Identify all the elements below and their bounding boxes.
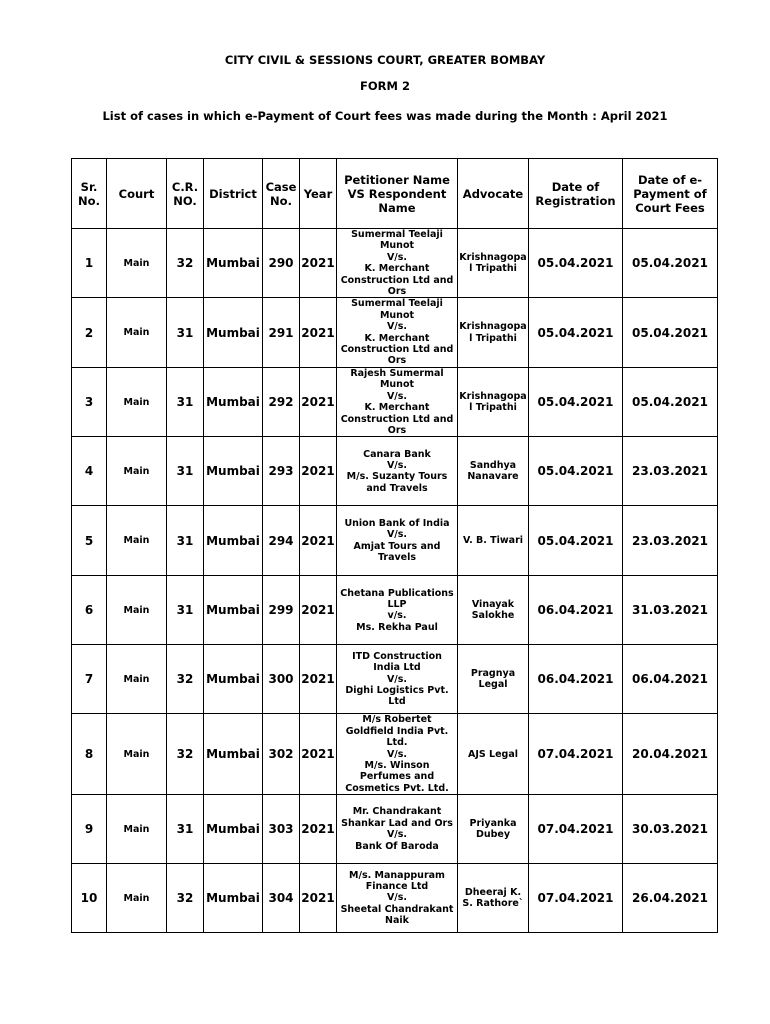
- cell-parties-line: Finance Ltd: [365, 881, 429, 893]
- cell-advocate: [458, 645, 529, 714]
- cell-year: 2021: [300, 229, 337, 298]
- cell-year: 2021: [300, 576, 337, 645]
- cell-parties-line: M/s Robertet: [362, 714, 432, 726]
- cell-parties: [337, 298, 458, 367]
- cell-court: Main: [107, 367, 167, 436]
- cell-parties-line: K. Merchant: [364, 263, 430, 275]
- cell-date-registration: 05.04.2021: [529, 367, 623, 436]
- header-text-line: VS Respondent: [347, 186, 447, 201]
- court-name-heading: CITY CIVIL & SESSIONS COURT, GREATER BOMBAY: [224, 53, 546, 67]
- cell-sr-no: 2: [72, 298, 107, 367]
- cell-district: Mumbai: [204, 506, 263, 576]
- cell-parties-line: Perfumes and: [359, 771, 435, 783]
- cell-date-payment: 06.04.2021: [623, 645, 718, 714]
- cell-parties-line: V/s.: [386, 829, 408, 841]
- cell-court: Main: [107, 864, 167, 933]
- cell-district: Mumbai: [204, 298, 263, 367]
- cell-date-payment: 05.04.2021: [623, 298, 718, 367]
- cell-advocate: [458, 437, 529, 506]
- cell-case-no: 290: [263, 229, 300, 298]
- header-text-line: Advocate: [462, 186, 524, 201]
- col-date-payment-header: [623, 159, 718, 229]
- cell-date-payment: 23.03.2021: [623, 437, 718, 506]
- cell-advocate-line: AJS Legal: [467, 748, 518, 760]
- cell-advocate: [458, 367, 529, 436]
- cell-parties-line: Rajesh Sumermal: [350, 367, 444, 379]
- cell-parties-line: Sumermal Teelaji: [351, 229, 443, 240]
- cell-advocate-line: Vinayak: [471, 598, 515, 610]
- cell-advocate: [458, 298, 529, 367]
- header-text-line: Payment of: [633, 186, 707, 201]
- cell-sr-no: 5: [72, 506, 107, 576]
- col-sr-no-header: [72, 159, 107, 229]
- header-text-line: Court Fees: [635, 200, 705, 215]
- cell-date-payment: 23.03.2021: [623, 506, 718, 576]
- cell-advocate-line: Legal: [478, 679, 508, 691]
- header-text-line: Registration: [535, 193, 616, 208]
- cell-cr-no: 32: [167, 714, 204, 795]
- table-row: [72, 506, 718, 576]
- cell-cr-no: 32: [167, 864, 204, 933]
- cell-parties-line: V/s.: [386, 459, 408, 471]
- cell-parties-line: v/s.: [387, 610, 407, 622]
- cell-district: Mumbai: [204, 645, 263, 714]
- cell-parties-line: Ltd.: [386, 737, 408, 749]
- cell-court: Main: [107, 437, 167, 506]
- header-text-line: Date of: [551, 179, 600, 194]
- cell-parties-line: Canara Bank: [363, 448, 431, 460]
- table-row: [72, 229, 718, 298]
- col-parties-header: [337, 159, 458, 229]
- cell-court: Main: [107, 298, 167, 367]
- cell-parties-line: Goldfield India Pvt.: [345, 725, 449, 737]
- cell-advocate-line: Krishnagopa: [459, 251, 527, 263]
- cell-parties-line: V/s.: [386, 529, 408, 541]
- cell-date-registration: 06.04.2021: [529, 576, 623, 645]
- cell-date-registration: 06.04.2021: [529, 645, 623, 714]
- cell-case-no: 300: [263, 645, 300, 714]
- cell-parties-line: Chetana Publications: [340, 587, 454, 599]
- cell-advocate-line: Dubey: [475, 829, 511, 841]
- cell-cr-no: 32: [167, 229, 204, 298]
- cell-advocate-line: l Tripathi: [469, 263, 517, 275]
- cell-case-no: 293: [263, 437, 300, 506]
- cell-parties-line: Construction Ltd and: [340, 274, 454, 286]
- cell-year: 2021: [300, 864, 337, 933]
- cell-year: 2021: [300, 506, 337, 576]
- cell-year: 2021: [300, 437, 337, 506]
- cell-cr-no: 31: [167, 298, 204, 367]
- cell-advocate-line: Priyanka: [469, 817, 517, 829]
- cell-district: Mumbai: [204, 367, 263, 436]
- table-row: [72, 795, 718, 864]
- cell-advocate: [458, 576, 529, 645]
- cell-parties-line: Shankar Lad and Ors: [341, 817, 453, 829]
- cell-parties-line: V/s.: [386, 748, 408, 760]
- cell-advocate-line: Krishnagopa: [459, 390, 527, 402]
- header-text-line: Sr.: [80, 179, 98, 194]
- cell-court: Main: [107, 229, 167, 298]
- header-text-line: No.: [270, 193, 292, 208]
- cell-advocate-line: Krishnagopa: [459, 321, 527, 333]
- cell-advocate-line: Pragnya: [470, 667, 516, 679]
- cell-court: Main: [107, 506, 167, 576]
- cell-parties-line: K. Merchant: [364, 402, 430, 414]
- cell-year: 2021: [300, 714, 337, 795]
- cell-sr-no: 3: [72, 367, 107, 436]
- cell-date-registration: 07.04.2021: [529, 864, 623, 933]
- cell-parties-line: Ors: [387, 424, 407, 436]
- cell-case-no: 304: [263, 864, 300, 933]
- cell-parties-line: K. Merchant: [364, 332, 430, 344]
- header-text-line: District: [209, 186, 257, 201]
- cell-parties-line: Union Bank of India: [344, 518, 450, 529]
- cell-advocate-line: S. Rathore`: [462, 898, 524, 910]
- cell-parties-line: India Ltd: [373, 662, 421, 674]
- col-date-registration-header: [529, 159, 623, 229]
- header-text-line: Petitioner Name: [344, 172, 450, 187]
- cell-parties-line: Amjat Tours and: [353, 540, 441, 552]
- cell-advocate-line: l Tripathi: [469, 332, 517, 344]
- cell-advocate-line: l Tripathi: [469, 402, 517, 414]
- col-court-header: [107, 159, 167, 229]
- cell-advocate: [458, 714, 529, 795]
- header-text-line: No.: [78, 193, 100, 208]
- cell-parties-line: Sumermal Teelaji: [351, 298, 443, 310]
- cell-parties: [337, 576, 458, 645]
- col-case-no-header: [263, 159, 300, 229]
- cell-date-payment: 20.04.2021: [623, 714, 718, 795]
- cell-parties: [337, 795, 458, 864]
- cell-parties-line: Construction Ltd and: [340, 413, 454, 425]
- form-number-heading: FORM 2: [360, 79, 410, 93]
- col-district-header: [204, 159, 263, 229]
- cell-parties-line: Dighi Logistics Pvt.: [345, 685, 449, 697]
- cell-parties: [337, 645, 458, 714]
- cell-parties-line: V/s.: [386, 251, 408, 263]
- cell-parties-line: V/s.: [386, 390, 408, 402]
- cell-court: Main: [107, 714, 167, 795]
- cell-advocate: [458, 229, 529, 298]
- cell-parties: [337, 437, 458, 506]
- cell-case-no: 292: [263, 367, 300, 436]
- cell-year: 2021: [300, 645, 337, 714]
- cell-parties-line: and Travels: [366, 482, 428, 494]
- cell-cr-no: 31: [167, 795, 204, 864]
- cell-date-registration: 07.04.2021: [529, 795, 623, 864]
- cell-advocate: [458, 864, 529, 933]
- cell-court: Main: [107, 576, 167, 645]
- cell-date-payment: 05.04.2021: [623, 367, 718, 436]
- cell-advocate-line: Dheeraj K.: [464, 886, 522, 898]
- table-body: [72, 229, 718, 933]
- cell-parties-line: M/s. Suzanty Tours: [346, 471, 448, 483]
- table-row: [72, 437, 718, 506]
- cell-parties-line: Ms. Rekha Paul: [356, 621, 438, 633]
- cell-parties-line: Ors: [387, 286, 407, 298]
- cell-sr-no: 10: [72, 864, 107, 933]
- table-row: [72, 714, 718, 795]
- col-year-header: [300, 159, 337, 229]
- cell-parties-line: Cosmetics Pvt. Ltd.: [345, 782, 449, 794]
- cell-sr-no: 4: [72, 437, 107, 506]
- cell-district: Mumbai: [204, 795, 263, 864]
- cell-date-registration: 05.04.2021: [529, 229, 623, 298]
- cell-advocate-line: Nanavare: [467, 471, 519, 483]
- cell-parties-line: V/s.: [386, 892, 408, 904]
- cell-year: 2021: [300, 298, 337, 367]
- cases-table: [71, 158, 718, 933]
- cell-parties: [337, 506, 458, 576]
- cell-court: Main: [107, 645, 167, 714]
- cell-date-payment: 26.04.2021: [623, 864, 718, 933]
- cell-advocate: [458, 506, 529, 576]
- cell-case-no: 294: [263, 506, 300, 576]
- cell-date-registration: 05.04.2021: [529, 298, 623, 367]
- cell-parties-line: Munot: [379, 240, 415, 252]
- cell-year: 2021: [300, 367, 337, 436]
- cell-parties-line: Bank Of Baroda: [355, 840, 439, 852]
- table-row: [72, 645, 718, 714]
- cell-advocate-line: V. B. Tiwari: [462, 535, 524, 547]
- table-row: [72, 367, 718, 436]
- cell-parties-line: ITD Construction: [352, 650, 442, 662]
- cell-case-no: 303: [263, 795, 300, 864]
- col-advocate-header: [458, 159, 529, 229]
- cell-parties-line: Sheetal Chandrakant: [340, 903, 454, 915]
- cell-parties-line: Ors: [387, 355, 407, 367]
- cell-district: Mumbai: [204, 437, 263, 506]
- cell-date-registration: 05.04.2021: [529, 437, 623, 506]
- cell-sr-no: 7: [72, 645, 107, 714]
- cell-parties: [337, 864, 458, 933]
- cell-date-payment: 31.03.2021: [623, 576, 718, 645]
- list-subtitle: List of cases in which e-Payment of Court fees was made during the Month : April 2021: [102, 109, 668, 123]
- cell-parties-line: V/s.: [386, 321, 408, 333]
- header-text-line: Year: [303, 186, 333, 201]
- cell-district: Mumbai: [204, 576, 263, 645]
- header-text-line: Case: [265, 179, 297, 194]
- cell-sr-no: 8: [72, 714, 107, 795]
- cell-district: Mumbai: [204, 714, 263, 795]
- cell-parties-line: Ltd: [388, 696, 406, 708]
- cell-parties-line: Munot: [379, 309, 415, 321]
- cell-cr-no: 31: [167, 437, 204, 506]
- cell-cr-no: 32: [167, 645, 204, 714]
- cell-cr-no: 31: [167, 367, 204, 436]
- table-row: [72, 298, 718, 367]
- cell-cr-no: 31: [167, 576, 204, 645]
- cell-parties: [337, 367, 458, 436]
- cell-case-no: 302: [263, 714, 300, 795]
- cell-parties-line: Naik: [385, 915, 409, 927]
- col-cr-no-header: [167, 159, 204, 229]
- cell-parties-line: M/s. Winson: [364, 759, 430, 771]
- cell-cr-no: 31: [167, 506, 204, 576]
- cell-case-no: 291: [263, 298, 300, 367]
- cell-sr-no: 6: [72, 576, 107, 645]
- table-row: [72, 576, 718, 645]
- cell-parties-line: Munot: [379, 379, 415, 391]
- header-text-line: NO.: [173, 193, 197, 208]
- cell-advocate-line: Salokhe: [471, 610, 515, 622]
- cell-district: Mumbai: [204, 229, 263, 298]
- cell-advocate-line: Sandhya: [469, 459, 517, 471]
- cell-court: Main: [107, 795, 167, 864]
- cell-year: 2021: [300, 795, 337, 864]
- cell-sr-no: 9: [72, 795, 107, 864]
- header-text-line: Court: [118, 186, 155, 201]
- cell-parties-line: V/s.: [386, 673, 408, 685]
- cell-parties: [337, 714, 458, 795]
- header-text-line: Date of e-: [637, 172, 703, 187]
- cell-parties-line: Mr. Chandrakant: [352, 806, 442, 818]
- cell-parties: [337, 229, 458, 298]
- table-header-row: [72, 159, 718, 229]
- cell-district: Mumbai: [204, 864, 263, 933]
- header-text-line: C.R.: [171, 179, 199, 194]
- cell-parties-line: Travels: [377, 552, 417, 564]
- header-text-line: Name: [378, 200, 416, 215]
- cell-parties-line: M/s. Manappuram: [349, 869, 445, 881]
- cell-parties-line: LLP: [387, 598, 407, 610]
- cell-date-registration: 05.04.2021: [529, 506, 623, 576]
- table-row: [72, 864, 718, 933]
- cell-case-no: 299: [263, 576, 300, 645]
- cell-date-registration: 07.04.2021: [529, 714, 623, 795]
- cell-sr-no: 1: [72, 229, 107, 298]
- cell-advocate: [458, 795, 529, 864]
- cell-date-payment: 30.03.2021: [623, 795, 718, 864]
- cell-parties-line: Construction Ltd and: [340, 344, 454, 356]
- cell-date-payment: 05.04.2021: [623, 229, 718, 298]
